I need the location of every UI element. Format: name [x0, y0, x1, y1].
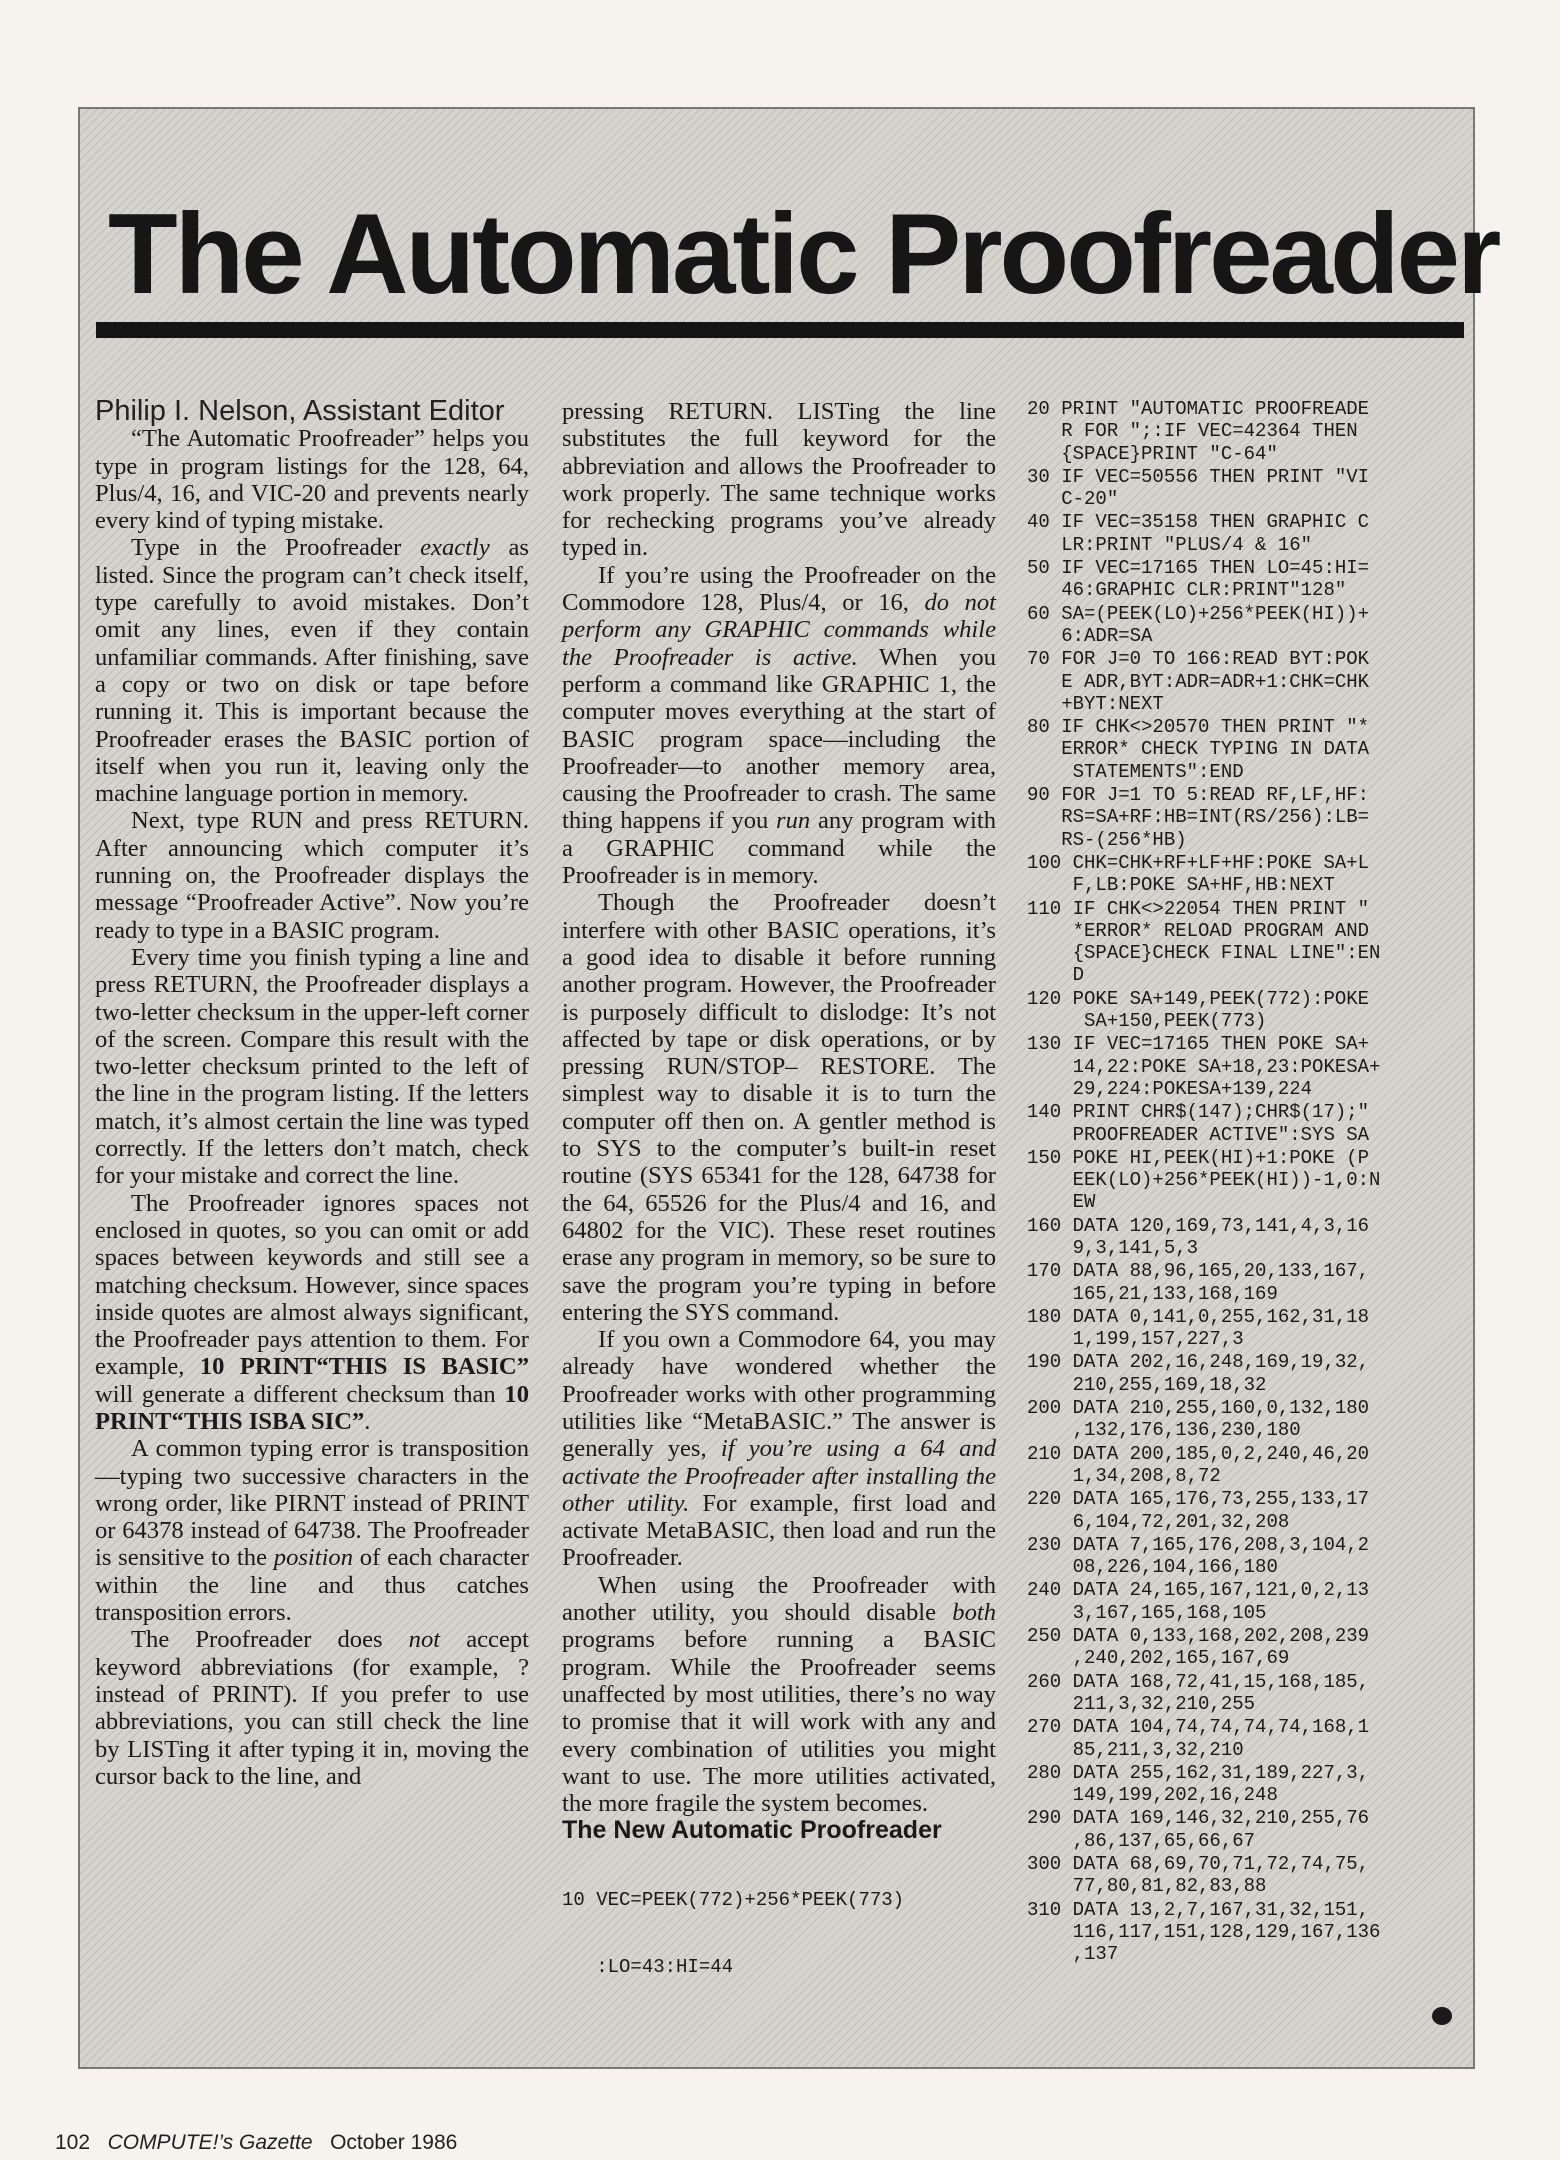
code-line: 170 DATA 88,96,165,20,133,167, 165,21,133,168,169 [1027, 1260, 1370, 1305]
paragraph: The Proofreader does not accept keyword abbreviations (for example, ? instead of PRINT). If you prefer to use abbreviations, you can still check the line by LISTing it after typing it in, moving the cursor back to the line, and [95, 1626, 529, 1790]
code-line: 150 POKE HI,PEEK(HI)+1:POKE (P EEK(LO)+256*PEEK(HI))-1,0:N EW [1027, 1146, 1381, 1214]
paragraph: pressing RETURN. LISTing the line substitutes the full keyword for the abbreviation and allows the Proofreader to work properly. The same technique works for rechecking programs you’ve already typed in. [562, 398, 996, 562]
paragraph: Every time you finish typing a line and press RETURN, the Proofreader displays a two-letter checksum in the upper-left corner of the screen. Compare this result with the two-letter checksum printed to the left of the line in the program listing. If the letters match, it’s almost certain the line was typed correctly. If the letters don’t match, check for your mistake and correct the line. [95, 943, 529, 1190]
column-3 [1027, 398, 1465, 1966]
paragraph: A common typing error is transposition—typing two successive characters in the wrong order, like PIRNT instead of PRINT or 64378 instead of 64738. The Proofreader is sensitive to the position of each character within the line and thus catches transposition errors. [95, 1435, 529, 1627]
code-line: 310 DATA 13,2,7,167,31,32,151, 116,117,151,128,129,167,136 ,137 [1027, 1898, 1381, 1966]
page-footer [55, 2131, 457, 2155]
code-line: 130 IF VEC=17165 THEN POKE SA+ 14,22:POKE SA+18,23:POKESA+ 29,224:POKESA+139,224 [1027, 1033, 1381, 1100]
code-line: 200 DATA 210,255,160,0,132,180 ,132,176,136,230,180 [1027, 1397, 1370, 1442]
code-line: 100 CHK=CHK+RF+LF+HF:POKE SA+L F,LB:POKE SA+HF,HB:NEXT [1027, 851, 1370, 897]
code-line: 20 PRINT "AUTOMATIC PROOFREADE R FOR ";:IF VEC=42364 THEN {SPACE}PRINT "C-64" [1027, 398, 1370, 465]
code-listing [1027, 398, 1465, 1965]
code-line: 30 IF VEC=50556 THEN PRINT "VI C-20" [1027, 465, 1370, 511]
code-line: 250 DATA 0,133,168,202,208,239 ,240,202,165,167,69 [1027, 1625, 1370, 1670]
paragraph: Type in the Proofreader exactly as listed. Since the program can’t check itself, type carefully to avoid mistakes. Don’t omit any lines, even if they contain unfamiliar commands. After finishing, save a copy or two on disk or tape before running it. This is important because the Proofreader erases the BASIC portion of itself when you run it, leaving only the machine language portion in memory. [95, 534, 529, 808]
code-line: 50 IF VEC=17165 THEN LO=45:HI= 46:GRAPHIC CLR:PRINT"128" [1027, 557, 1370, 602]
issue-date: October 1986 [330, 2131, 458, 2154]
byline: Philip I. Nelson, Assistant Editor [95, 395, 505, 427]
code-line: 120 POKE SA+149,PEEK(772):POKE SA+150,PEEK(773) [1027, 987, 1370, 1033]
paragraph: If you’re using the Proofreader on the Commodore 128, Plus/4, or 16, do not perform any GRAPHIC commands while the Proofreader is active. When you perform a command like GRAPHIC 1, the computer moves everything at the start of BASIC program space—including the Proofreader—to another memory area, causing the Proofreader to crash. The same thing happens if you run any program with a GRAPHIC command while the Proofreader is in memory. [562, 561, 997, 890]
column-1 [95, 395, 529, 1790]
code-line: 110 IF CHK<>22054 THEN PRINT " *ERROR* RELOAD PROGRAM AND {SPACE}CHECK FINAL LINE":EN D [1027, 897, 1381, 987]
page-number: 102 [55, 2131, 91, 2154]
paragraph: If you own a Commodore 64, you may already have wondered whether the Proofreader works with other programming utilities like “MetaBASIC.” The answer is generally yes, if you’re using a 64 and activate the Proofreader after installing the other utility. For example, first load and activate MetaBASIC, then load and run the Proofreader. [562, 1326, 996, 1572]
end-of-article-icon [1432, 2007, 1452, 2025]
code-line: 220 DATA 165,176,73,255,133,17 6,104,72,201,32,208 [1027, 1488, 1370, 1533]
code-line: 10 VEC=PEEK(772)+256*PEEK(773) [562, 1889, 905, 1912]
code-line: 260 DATA 168,72,41,15,168,185, 211,3,32,210,255 [1027, 1670, 1370, 1715]
listing-subhead: The New Automatic Proofreader [562, 1816, 942, 1845]
code-line: 80 IF CHK<>20570 THEN PRINT "* ERROR* CHECK TYPING IN DATA STATEMENTS":END [1027, 716, 1370, 783]
code-line: 40 IF VEC=35158 THEN GRAPHIC C LR:PRINT "PLUS/4 & 16" [1027, 511, 1370, 556]
code-line: 180 DATA 0,141,0,255,162,31,18 1,199,157,227,3 [1027, 1305, 1370, 1351]
paragraph: The Proofreader ignores spaces not enclosed in quotes, so you can omit or add spaces between keywords and still see a matching checksum. However, since spaces inside quotes are almost always significant, the Proofreader pays attention to them. For example, 10 PRINT“THIS IS BASIC” will generate a different checksum than 10 PRINT“THIS ISBA SIC”. [95, 1189, 529, 1435]
code-line: 70 FOR J=0 TO 166:READ BYT:POK E ADR,BYT:ADR=ADR+1:CHK=CHK +BYT:NEXT [1027, 648, 1370, 715]
code-line: 300 DATA 68,69,70,71,72,74,75, 77,80,81,82,83,88 [1027, 1853, 1370, 1898]
code-line: 280 DATA 255,162,31,189,227,3, 149,199,202,16,248 [1027, 1761, 1370, 1807]
code-line: 230 DATA 7,165,176,208,3,104,2 08,226,104,166,180 [1027, 1533, 1370, 1579]
paragraph: When using the Proofreader with another utility, you should disable both programs before running a BASIC program. While the Proofreader seems unaffected by most utilities, there’s no way to promise that it will work with any and every combination of utilities you might want to use. The more utilities activated, the more fragile the system becomes. [562, 1571, 996, 1818]
code-listing [562, 1845, 996, 2023]
code-line: 190 DATA 202,16,248,169,19,32, 210,255,169,18,32 [1027, 1351, 1370, 1396]
code-line: 290 DATA 169,146,32,210,255,76 ,86,137,65,66,67 [1027, 1807, 1370, 1852]
magazine-name: COMPUTE!’s Gazette [107, 2131, 313, 2154]
title-rule [96, 322, 1464, 338]
paragraph: “The Automatic Proofreader” helps you type in program listings for the 128, 64, Plus/4, 16, and VIC-20 and prevents nearly every kind of typing mistake. [95, 425, 529, 535]
code-line: 270 DATA 104,74,74,74,74,168,1 85,211,3,32,210 [1027, 1716, 1370, 1761]
code-line: 140 PRINT CHR$(147);CHR$(17);" PROOFREADER ACTIVE":SYS SA [1027, 1101, 1370, 1146]
code-line: 240 DATA 24,165,167,121,0,2,13 3,167,165,168,105 [1027, 1579, 1370, 1624]
code-line: 210 DATA 200,185,0,2,240,46,20 1,34,208,8,72 [1027, 1442, 1370, 1487]
article-title: The Automatic Proofreader [108, 191, 1499, 318]
code-line: 160 DATA 120,169,73,141,4,3,16 9,3,141,5,3 [1027, 1214, 1370, 1259]
code-line: :LO=43:HI=44 [562, 1956, 734, 1979]
code-line: 60 SA=(PEEK(LO)+256*PEEK(HI))+ 6:ADR=SA [1027, 602, 1370, 647]
paragraph: Though the Proofreader doesn’t interfere with other BASIC operations, it’s a good idea to disable it before running another program. However, the Proofreader is purposely difficult to dislodge: It’s not affected by tape or disk operations, or by pressing RUN/STOP– RESTORE. The simplest way to disable it is to turn the computer off then on. A gentler method is to SYS to the computer’s built-in reset routine (SYS 65341 for the 128, 64738 for the 64, 65526 for the Plus/4 and 16, and 64802 for the VIC). These reset routines erase any program in memory, so be sure to save the program you’re typing in before entering the SYS command. [562, 889, 996, 1326]
paragraph: Next, type RUN and press RETURN. After announcing which computer it’s running on, the Proofreader displays the message “Proofreader Active”. Now you’re ready to type in a BASIC program. [95, 807, 529, 944]
column-2 [562, 398, 996, 2023]
code-line: 90 FOR J=1 TO 5:READ RF,LF,HF: RS=SA+RF:HB=INT(RS/256):LB= RS-(256*HB) [1027, 784, 1370, 851]
